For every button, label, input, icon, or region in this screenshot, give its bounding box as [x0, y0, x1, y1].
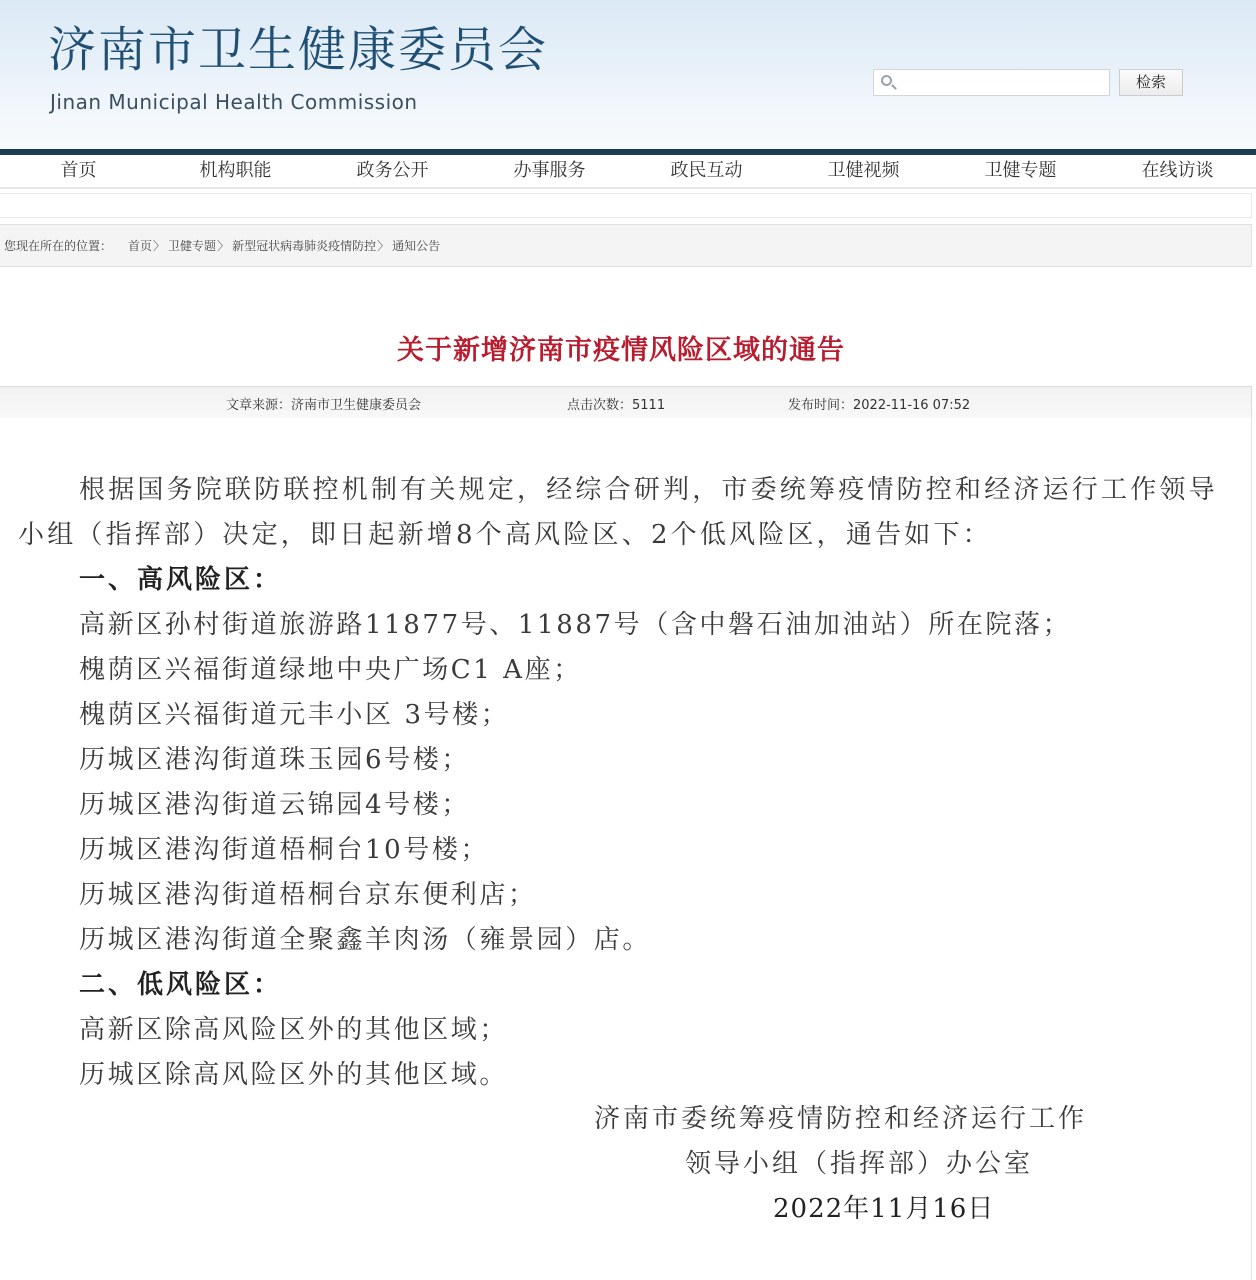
signature-date: 2022年11月16日: [773, 1194, 995, 1224]
breadcrumb-home[interactable]: 首页: [128, 239, 153, 253]
nav-item-home[interactable]: 首页: [60, 160, 97, 181]
article-publish-time: 发布时间：2022-11-16 07:52: [788, 398, 971, 413]
article-intro: 根据国务院联防联控机制有关规定，经综合研判，市委统筹疫情防控和经济运行工作领导小组（指挥部）决定，即日起新增8个高风险区、2个低风险区，通告如下：: [18, 475, 1218, 550]
high-risk-item: 槐荫区兴福街道元丰小区 3号楼；: [79, 700, 510, 730]
breadcrumb-prefix: 您现在所在的位置：: [4, 239, 113, 253]
nav-item-government-affairs[interactable]: 政务公开: [356, 160, 429, 181]
nav-item-interaction[interactable]: 政民互动: [670, 160, 743, 181]
breadcrumb: [0, 224, 1252, 267]
nav-item-videos[interactable]: 卫健视频: [827, 160, 900, 181]
main-nav: [0, 155, 1256, 189]
article-meta-bar: [0, 386, 1252, 418]
search-button[interactable]: 检索: [1119, 69, 1183, 96]
high-risk-item: 历城区港沟街道梧桐台京东便利店；: [79, 880, 537, 910]
search-box: [873, 69, 1110, 96]
article-body: [0, 468, 1256, 1098]
high-risk-item: 历城区港沟街道梧桐台10号楼；: [79, 835, 490, 865]
sub-nav-strip: [0, 193, 1252, 218]
nav-item-organization[interactable]: 机构职能: [199, 160, 272, 181]
low-risk-heading: 二、低风险区：: [79, 970, 283, 1000]
article-click-count: 点击次数：5111: [567, 398, 666, 413]
site-header: [0, 0, 1256, 150]
breadcrumb-separator: 〉: [217, 239, 230, 253]
low-risk-item: 高新区除高风险区外的其他区域；: [79, 1015, 509, 1045]
breadcrumb-separator: 〉: [377, 239, 390, 253]
site-logo-cn[interactable]: 济南市卫生健康委员会: [48, 22, 549, 78]
nav-item-interviews[interactable]: 在线访谈: [1141, 160, 1214, 181]
signature-organization: 济南市委统筹疫情防控和经济运行工作: [594, 1104, 1088, 1134]
article-source: 文章来源：济南市卫生健康委员会: [226, 398, 422, 413]
signature-office: 领导小组（指挥部）办公室: [685, 1149, 1034, 1179]
low-risk-item: 历城区除高风险区外的其他区域。: [79, 1060, 509, 1090]
nav-item-topics[interactable]: 卫健专题: [984, 160, 1057, 181]
breadcrumb-topics[interactable]: 卫健专题: [168, 239, 217, 253]
high-risk-item: 槐荫区兴福街道绿地中央广场C1 A座；: [79, 655, 582, 685]
breadcrumb-covid-prevention[interactable]: 新型冠状病毒肺炎疫情防控: [232, 239, 377, 253]
high-risk-item: 历城区港沟街道云锦园4号楼；: [79, 790, 470, 820]
high-risk-item: 历城区港沟街道全聚鑫羊肉汤（雍景园）店。: [79, 925, 652, 955]
high-risk-item: 高新区孙村街道旅游路11877号、11887号（含中磐石油加油站）所在院落；: [79, 610, 1072, 640]
high-risk-heading: 一、高风险区：: [79, 565, 283, 595]
high-risk-item: 历城区港沟街道珠玉园6号楼；: [79, 745, 470, 775]
site-logo-en: Jinan Municipal Health Commission: [50, 90, 418, 114]
search-icon: [878, 72, 900, 94]
nav-item-services[interactable]: 办事服务: [513, 160, 586, 181]
breadcrumb-separator: 〉: [153, 239, 166, 253]
breadcrumb-notices[interactable]: 通知公告: [392, 239, 441, 253]
article-title: 关于新增济南市疫情风险区域的通告: [397, 335, 845, 366]
search-input[interactable]: [900, 70, 1109, 95]
